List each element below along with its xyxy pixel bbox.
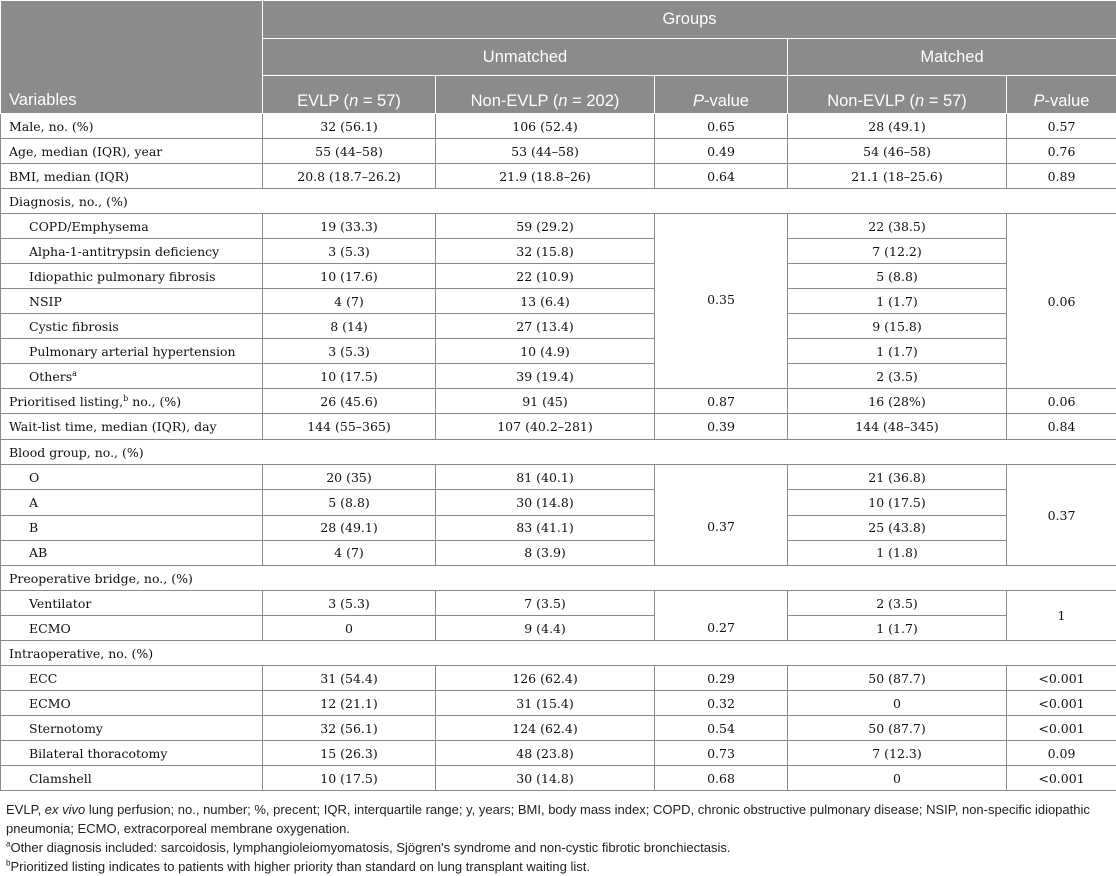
cell: 0.65 — [655, 114, 788, 139]
cell: 16 (28%) — [788, 389, 1007, 414]
cell: 9 (4.4) — [436, 616, 655, 641]
cell-p-blood-matched: 0.37 — [1007, 465, 1116, 566]
cell: 53 (44–58) — [436, 139, 655, 164]
row-label: Age, median (IQR), year — [1, 139, 263, 164]
header-p-value-matched: P-value — [1007, 76, 1116, 114]
table-row — [1, 214, 1116, 239]
cell: 25 (43.8) — [788, 515, 1007, 540]
row-label: NSIP — [1, 289, 263, 314]
cell: 3 (5.3) — [263, 239, 436, 264]
header-unmatched: Unmatched — [263, 39, 788, 76]
cell: 7 (3.5) — [436, 591, 655, 616]
blood-p-value-unmatched: 0.37 — [655, 515, 787, 539]
cell: 106 (52.4) — [436, 114, 655, 139]
cell: 2 (3.5) — [788, 364, 1007, 389]
cell: <0.001 — [1007, 766, 1116, 791]
row-label: ECC — [1, 666, 263, 691]
table-row — [1, 164, 1116, 189]
cell: 28 (49.1) — [263, 515, 436, 540]
cell: <0.001 — [1007, 716, 1116, 741]
cell-p-preop-unmatched — [655, 591, 788, 641]
table-row — [1, 239, 1116, 264]
cell: 10 (17.6) — [263, 264, 436, 289]
table-row — [1, 465, 1116, 490]
row-label: BMI, median (IQR) — [1, 164, 263, 189]
table-row — [1, 691, 1116, 716]
header-evlp: EVLP (n = 57) — [263, 76, 436, 114]
table-row — [1, 289, 1116, 314]
table-row — [1, 339, 1116, 364]
table-row — [1, 490, 1116, 515]
table-row — [1, 515, 1116, 540]
row-label: ECMO — [1, 691, 263, 716]
cell: 20.8 (18.7–26.2) — [263, 164, 436, 189]
cell: 0 — [788, 691, 1007, 716]
table-row — [1, 314, 1116, 339]
cell: 8 (14) — [263, 314, 436, 339]
cell: 81 (40.1) — [436, 465, 655, 490]
cell: 0.73 — [655, 741, 788, 766]
cell: 1 (1.8) — [788, 540, 1007, 565]
header-non-evlp-unmatched: Non-EVLP (n = 202) — [436, 76, 655, 114]
header-groups: Groups — [263, 1, 1116, 39]
abbreviations-note: EVLP, ex vivo lung perfusion; no., number; %, precent; IQR, interquartile range; y, years; BMI, body mass index; COPD, chronic obstructive pulmonary disease; NSIP, non-specific idiopathic pneumonia; ECMO, extracorporeal membrane oxygenation. — [6, 800, 1106, 838]
section-row — [1, 641, 1116, 666]
table-row — [1, 389, 1116, 414]
cell: 0 — [788, 766, 1007, 791]
cell: 55 (44–58) — [263, 139, 436, 164]
row-label: Wait-list time, median (IQR), day — [1, 414, 263, 440]
cell: 5 (8.8) — [263, 490, 436, 515]
cell: 0.06 — [1007, 389, 1116, 414]
cell: 0.49 — [655, 139, 788, 164]
cell: 0.09 — [1007, 741, 1116, 766]
cell: 4 (7) — [263, 540, 436, 565]
table-row — [1, 616, 1116, 641]
row-label: COPD/Emphysema — [1, 214, 263, 239]
cell: 0.54 — [655, 716, 788, 741]
table-row — [1, 540, 1116, 565]
cell: 10 (17.5) — [263, 766, 436, 791]
row-label: Others$^a$ — [1, 364, 263, 389]
cell: 10 (4.9) — [436, 339, 655, 364]
row-label: Sternotomy — [1, 716, 263, 741]
table-row — [1, 114, 1116, 139]
cell: 7 (12.2) — [788, 239, 1007, 264]
cell: 59 (29.2) — [436, 214, 655, 239]
cell: 0.87 — [655, 389, 788, 414]
cell: <0.001 — [1007, 691, 1116, 716]
cell: 31 (15.4) — [436, 691, 655, 716]
cell: 0.32 — [655, 691, 788, 716]
table-row — [1, 139, 1116, 164]
cell: 21 (36.8) — [788, 465, 1007, 490]
cell: 3 (5.3) — [263, 339, 436, 364]
cell: 22 (38.5) — [788, 214, 1007, 239]
preop-p-value-unmatched: 0.27 — [655, 616, 787, 640]
cell: 20 (35) — [263, 465, 436, 490]
cell: 8 (3.9) — [436, 540, 655, 565]
cell: 13 (6.4) — [436, 289, 655, 314]
cell: 144 (55–365) — [263, 414, 436, 440]
cell: 22 (10.9) — [436, 264, 655, 289]
diagnosis-p-value-unmatched: 0.35 — [655, 288, 787, 312]
table-row — [1, 364, 1116, 389]
cell: 0.29 — [655, 666, 788, 691]
header-p-value-unmatched: P-value — [655, 76, 788, 114]
cell: 124 (62.4) — [436, 716, 655, 741]
cell: 7 (12.3) — [788, 741, 1007, 766]
row-label: Alpha-1-antitrypsin deficiency — [1, 239, 263, 264]
row-label: AB — [1, 540, 263, 565]
table-row — [1, 414, 1116, 440]
cell: 0.64 — [655, 164, 788, 189]
section-diagnosis: Diagnosis, no., (%) — [1, 189, 1116, 214]
cell: 0.57 — [1007, 114, 1116, 139]
section-row — [1, 566, 1116, 591]
row-label: B — [1, 515, 263, 540]
cell: <0.001 — [1007, 666, 1116, 691]
cell: 30 (14.8) — [436, 490, 655, 515]
cell: 0.68 — [655, 766, 788, 791]
section-row — [1, 440, 1116, 465]
cell: 27 (13.4) — [436, 314, 655, 339]
cell: 30 (14.8) — [436, 766, 655, 791]
section-blood-group: Blood group, no., (%) — [1, 440, 1116, 465]
row-label: Clamshell — [1, 766, 263, 791]
table-row — [1, 716, 1116, 741]
cell: 50 (87.7) — [788, 666, 1007, 691]
cell: 3 (5.3) — [263, 591, 436, 616]
cell: 50 (87.7) — [788, 716, 1007, 741]
header-matched: Matched — [788, 39, 1116, 76]
row-label: Idiopathic pulmonary fibrosis — [1, 264, 263, 289]
row-label: Pulmonary arterial hypertension — [1, 339, 263, 364]
row-label: ECMO — [1, 616, 263, 641]
cell: 12 (21.1) — [263, 691, 436, 716]
table-footnotes — [6, 800, 1106, 876]
cell: 83 (41.1) — [436, 515, 655, 540]
row-label: Bilateral thoracotomy — [1, 741, 263, 766]
row-label: Ventilator — [1, 591, 263, 616]
cell: 2 (3.5) — [788, 591, 1007, 616]
row-label: O — [1, 465, 263, 490]
cell: 19 (33.3) — [263, 214, 436, 239]
cell: 21.9 (18.8–26) — [436, 164, 655, 189]
cell: 0.89 — [1007, 164, 1116, 189]
cell: 28 (49.1) — [788, 114, 1007, 139]
cell: 15 (26.3) — [263, 741, 436, 766]
cell: 10 (17.5) — [263, 364, 436, 389]
cell: 1 (1.7) — [788, 289, 1007, 314]
cell: 31 (54.4) — [263, 666, 436, 691]
cell: 126 (62.4) — [436, 666, 655, 691]
cell-p-preop-matched: 1 — [1007, 591, 1116, 641]
cell-p-blood-unmatched — [655, 465, 788, 566]
cell: 10 (17.5) — [788, 490, 1007, 515]
cell: 1 (1.7) — [788, 339, 1007, 364]
footnote-b: $^b$Prioritized listing indicates to patients with higher priority than standard on lung transplant waiting list. — [6, 857, 1106, 876]
section-intraoperative: Intraoperative, no. (%) — [1, 641, 1116, 666]
cell: 9 (15.8) — [788, 314, 1007, 339]
table-row — [1, 591, 1116, 616]
table-row — [1, 264, 1116, 289]
table-row — [1, 666, 1116, 691]
cell: 32 (56.1) — [263, 114, 436, 139]
cell: 32 (15.8) — [436, 239, 655, 264]
section-row — [1, 189, 1116, 214]
cell-p-diagnosis-matched: 0.06 — [1007, 214, 1116, 389]
cell-p-diagnosis-unmatched — [655, 214, 788, 389]
cell: 5 (8.8) — [788, 264, 1007, 289]
footnote-a: $^a$Other diagnosis included: sarcoidosis, lymphangioleiomyomatosis, Sjögren's syndrome and non-cystic fibrotic bronchiectasis. — [6, 838, 1106, 857]
row-label: Male, no. (%) — [1, 114, 263, 139]
cell: 91 (45) — [436, 389, 655, 414]
header-non-evlp-matched: Non-EVLP (n = 57) — [788, 76, 1007, 114]
cell: 32 (56.1) — [263, 716, 436, 741]
row-label: A — [1, 490, 263, 515]
cell: 39 (19.4) — [436, 364, 655, 389]
cell: 0.84 — [1007, 414, 1116, 440]
cell: 144 (48–345) — [788, 414, 1007, 440]
cell: 48 (23.8) — [436, 741, 655, 766]
header-variables: Variables — [1, 1, 263, 114]
cell: 1 (1.7) — [788, 616, 1007, 641]
cell: 0.39 — [655, 414, 788, 440]
cell: 26 (45.6) — [263, 389, 436, 414]
row-label: Cystic fibrosis — [1, 314, 263, 339]
cell: 4 (7) — [263, 289, 436, 314]
cell: 21.1 (18–25.6) — [788, 164, 1007, 189]
table-row — [1, 766, 1116, 791]
cell: 107 (40.2–281) — [436, 414, 655, 440]
cell: 0 — [263, 616, 436, 641]
cell: 0.76 — [1007, 139, 1116, 164]
cell: 54 (46–58) — [788, 139, 1007, 164]
row-label: Prioritised listing,$^b$ no., (%) — [1, 389, 263, 414]
table-row — [1, 741, 1116, 766]
section-preoperative-bridge: Preoperative bridge, no., (%) — [1, 566, 1116, 591]
